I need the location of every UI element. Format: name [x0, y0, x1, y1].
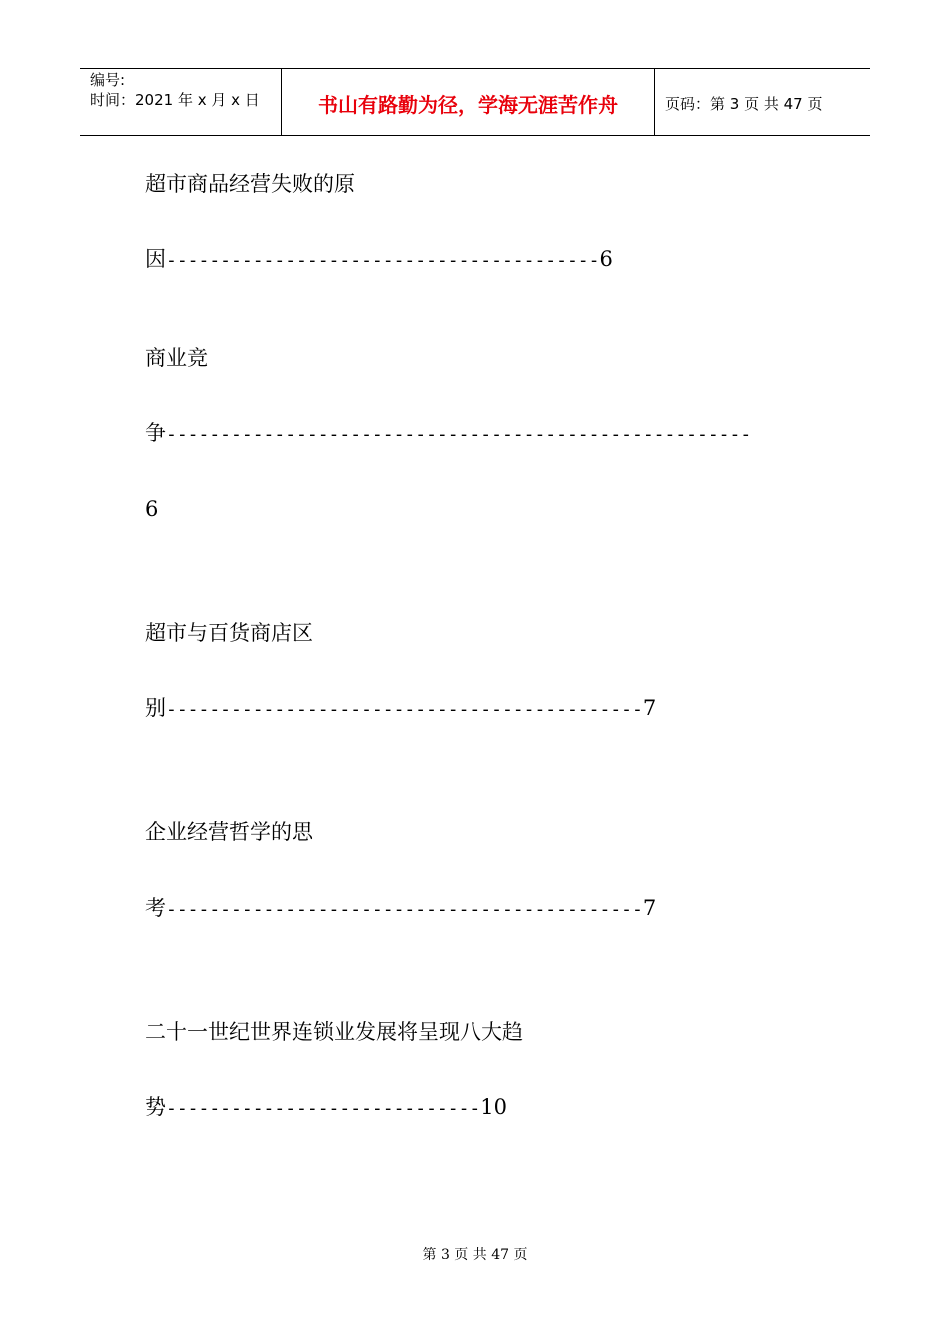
- toc-entry-continuation: 考: [145, 896, 166, 920]
- toc-entry-title: 二十一世纪世界连锁业发展将呈现八大趋: [145, 1020, 523, 1044]
- document-date-label: 时间：2021 年 x 月 x 日: [90, 91, 260, 109]
- toc-entry-continuation: 别: [145, 696, 166, 720]
- toc-entry-title: 企业经营哲学的思: [145, 820, 313, 844]
- toc-page-number: 7: [642, 896, 657, 920]
- header-page-cell: [655, 69, 870, 135]
- document-number-label: 编号:: [90, 71, 126, 89]
- toc-entry-continuation: 争: [145, 421, 166, 445]
- toc-leader-dashes: -----------------------------: [166, 1098, 481, 1119]
- page-header: [80, 68, 870, 136]
- toc-page-number: 10: [480, 1095, 508, 1119]
- toc-entry-title: 超市与百货商店区: [145, 621, 313, 645]
- header-meta-cell: [80, 69, 282, 135]
- toc-leader-dashes: --------------------------------------------: [166, 899, 643, 920]
- toc-entry-leader-line: [145, 246, 613, 274]
- header-motto: 书山有路勤为径，学海无涯苦作舟: [318, 93, 618, 117]
- toc-page-number: 6: [599, 247, 613, 271]
- toc-entry-leader-line: [145, 695, 656, 723]
- page-footer: 第 3 页 共 47 页: [422, 1247, 528, 1263]
- toc-page-number: 7: [642, 696, 657, 720]
- toc-entry-leader-line: [145, 420, 751, 448]
- toc-entry-title: 商业竞: [145, 346, 208, 370]
- toc-entry-title: 超市商品经营失败的原: [145, 172, 355, 196]
- toc-leader-dashes: ------------------------------------------------------: [166, 424, 752, 445]
- toc-entry-continuation: 势: [145, 1095, 166, 1119]
- toc-leader-dashes: --------------------------------------------: [166, 699, 643, 720]
- toc-page-number: 6: [145, 497, 159, 521]
- header-motto-cell: [282, 69, 655, 135]
- toc-entry-leader-line: [145, 895, 656, 923]
- toc-entry-continuation: 因: [145, 247, 166, 271]
- toc-entry-leader-line: [145, 1094, 507, 1122]
- toc-leader-dashes: ----------------------------------------: [166, 250, 600, 271]
- header-page-info: 页码：第 3 页 共 47 页: [665, 95, 823, 113]
